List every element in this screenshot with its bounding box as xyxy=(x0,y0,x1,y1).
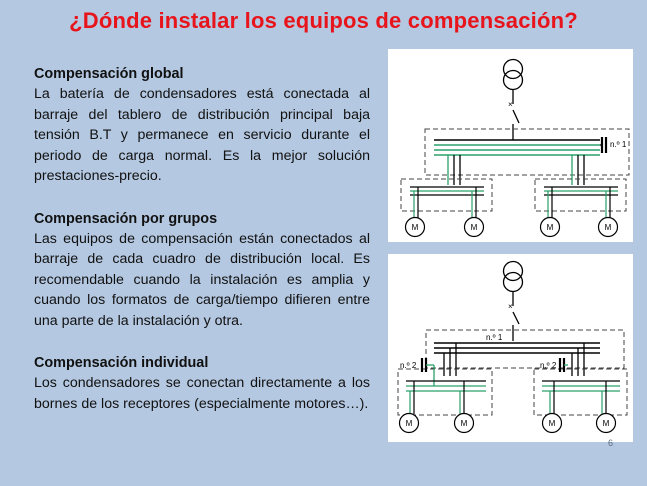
capacitor-bank-icon xyxy=(600,137,606,153)
svg-text:M: M xyxy=(546,223,554,232)
section-individual xyxy=(34,353,370,414)
section-heading-individual: Compensación individual xyxy=(34,355,209,371)
svg-text:M: M xyxy=(604,223,612,232)
svg-text:M: M xyxy=(405,419,413,428)
section-heading-global: Compensación global xyxy=(34,66,184,82)
motor-icon xyxy=(400,414,419,433)
svg-text:M: M xyxy=(548,419,556,428)
motor-icon xyxy=(406,218,425,237)
section-heading-groups: Compensación por grupos xyxy=(34,210,218,227)
svg-text:M: M xyxy=(460,419,468,428)
diagram-group-compensation xyxy=(388,254,633,442)
slide-title: ¿Dónde instalar los equipos de compensación? xyxy=(69,8,578,33)
diagram-global-compensation xyxy=(388,49,633,242)
local-board-left xyxy=(398,369,492,415)
svg-text:M: M xyxy=(602,419,610,428)
motor-icon xyxy=(455,414,474,433)
capacitor-label: n.º 1 xyxy=(610,140,627,149)
motor-icon xyxy=(543,414,562,433)
transformer-icon xyxy=(504,262,523,292)
transformer-icon xyxy=(504,60,523,90)
section-body-individual: Los condensadores se conectan directamente a los bornes de los receptores (especialmente motores…). xyxy=(34,375,370,412)
section-body-global: La batería de condensadores está conectada al barraje del tablero de distribución principal baja tensión B.T y permanece en servicio durante el periodo de carga normal. Es la mejor solución prestaciones-precio. xyxy=(34,86,370,184)
motor-icon xyxy=(597,414,616,433)
motor-icon xyxy=(541,218,560,237)
main-switchboard xyxy=(425,129,629,175)
main-board-label: n.º 1 xyxy=(486,333,503,342)
svg-text:×: × xyxy=(508,100,513,109)
capacitor-icon xyxy=(422,358,434,386)
svg-text:×: × xyxy=(508,302,513,311)
motor-icon xyxy=(599,218,618,237)
motor-icon xyxy=(465,218,484,237)
local-board-right xyxy=(534,369,627,415)
capacitor-icon xyxy=(560,358,568,372)
page-number: 6 xyxy=(607,438,613,448)
text-column xyxy=(34,64,370,436)
section-groups xyxy=(34,209,370,332)
svg-text:M: M xyxy=(470,223,478,232)
section-body-groups: Las equipos de compensación están conectados al barraje de cada cuadro de distribución local. Es recomendable cuando la instalación es amplia y cuando los formatos de carga/tiempo difieren entre una parte de la instalación y otra. xyxy=(34,230,370,329)
section-global xyxy=(34,64,370,187)
group-label-right: n.º 2 xyxy=(540,361,557,370)
group-label-left: n.º 2 xyxy=(400,361,417,370)
svg-text:M: M xyxy=(411,223,419,232)
